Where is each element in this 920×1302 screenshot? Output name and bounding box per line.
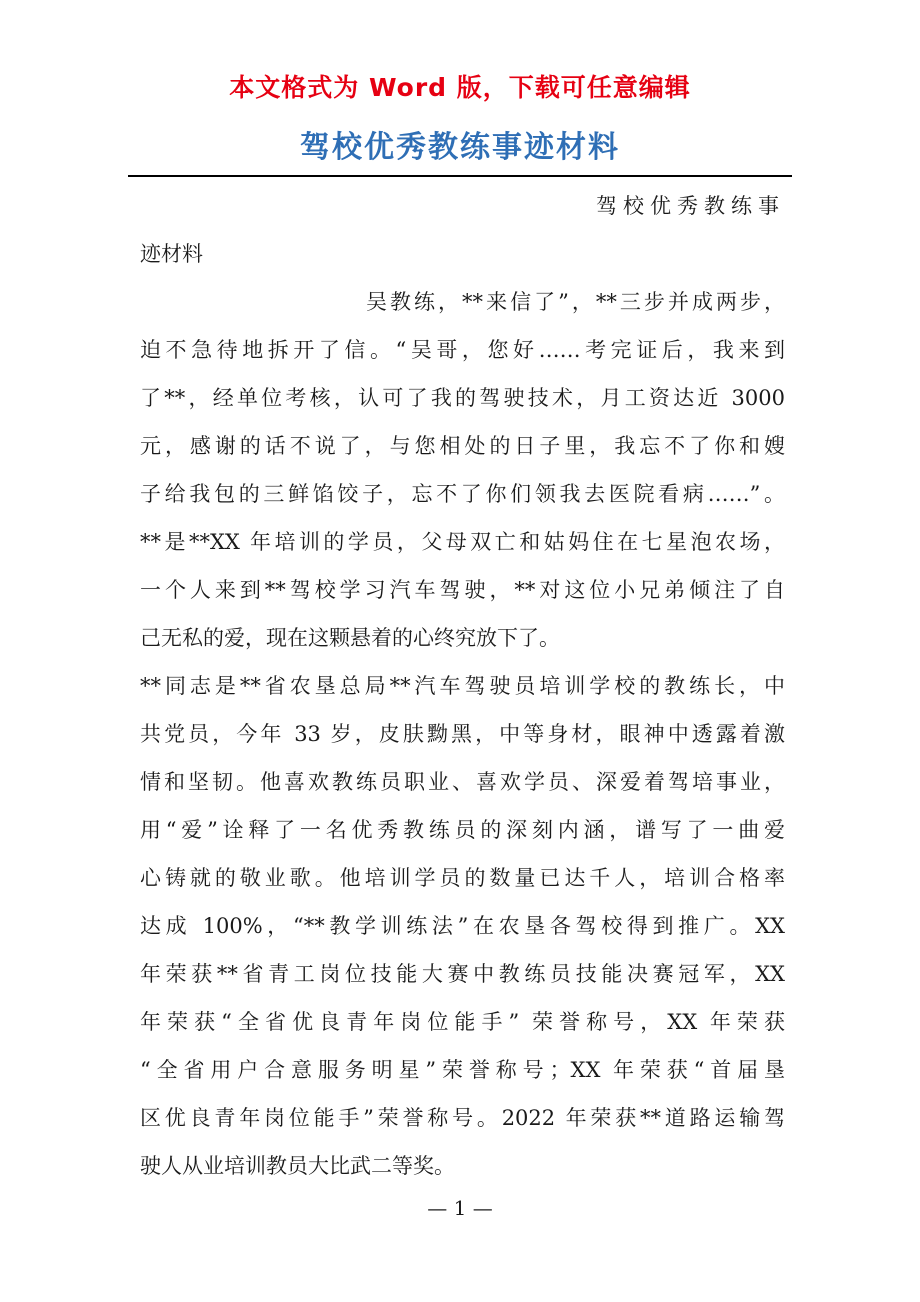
body-line: 驾校优秀教练事 bbox=[596, 194, 785, 218]
document-title: 驾校优秀教练事迹材料 bbox=[300, 130, 620, 165]
body-line: 共党员，今年 33 岁，皮肤黝黑，中等身材，眼神中透露着激 bbox=[140, 722, 785, 746]
body-line: 迫不急待地拆开了信。“吴哥，您好……考完证后，我来到 bbox=[140, 338, 785, 362]
body-line: 年荣获“全省优良青年岗位能手” 荣誉称号，XX 年荣获 bbox=[140, 1010, 785, 1034]
body-line: “全省用户合意服务明星”荣誉称号；XX 年荣获“首届垦 bbox=[140, 1058, 785, 1082]
format-notice-banner: 本文格式为 Word 版，下载可任意编辑 bbox=[229, 73, 691, 102]
body-line: 吴教练，**来信了”，**三步并成两步， bbox=[366, 290, 785, 314]
title-divider bbox=[128, 175, 792, 177]
body-line: 了**，经单位考核，认可了我的驾驶技术，月工资达近 3000 bbox=[140, 386, 785, 410]
body-line: 子给我包的三鲜馅饺子，忘不了你们领我去医院看病……”。 bbox=[140, 482, 785, 506]
body-line: 年荣获**省青工岗位技能大赛中教练员技能决赛冠军，XX bbox=[140, 962, 785, 986]
body-line: 己无私的爱，现在这颗悬着的心终究放下了。 bbox=[140, 626, 560, 650]
body-line: 区优良青年岗位能手”荣誉称号。2022 年荣获**道路运输驾 bbox=[140, 1106, 785, 1130]
body-line: 心铸就的敬业歌。他培训学员的数量已达千人，培训合格率 bbox=[140, 866, 785, 890]
page-number: — 1 — bbox=[427, 1196, 493, 1220]
body-line: 元，感谢的话不说了，与您相处的日子里，我忘不了你和嫂 bbox=[140, 434, 785, 458]
body-line: 达成 100%，“**教学训练法”在农垦各驾校得到推广。XX bbox=[140, 914, 785, 938]
body-line: 一个人来到**驾校学习汽车驾驶，**对这位小兄弟倾注了自 bbox=[140, 578, 785, 602]
body-line: 情和坚韧。他喜欢教练员职业、喜欢学员、深爱着驾培事业， bbox=[140, 770, 785, 794]
body-line: 驶人从业培训教员大比武二等奖。 bbox=[140, 1154, 455, 1178]
body-line: **同志是**省农垦总局**汽车驾驶员培训学校的教练长，中 bbox=[140, 674, 785, 698]
body-line: 用“爱”诠释了一名优秀教练员的深刻内涵，谱写了一曲爱 bbox=[140, 818, 785, 842]
body-line: 迹材料 bbox=[140, 242, 203, 266]
body-line: **是**XX 年培训的学员，父母双亡和姑妈住在七星泡农场， bbox=[140, 530, 785, 554]
